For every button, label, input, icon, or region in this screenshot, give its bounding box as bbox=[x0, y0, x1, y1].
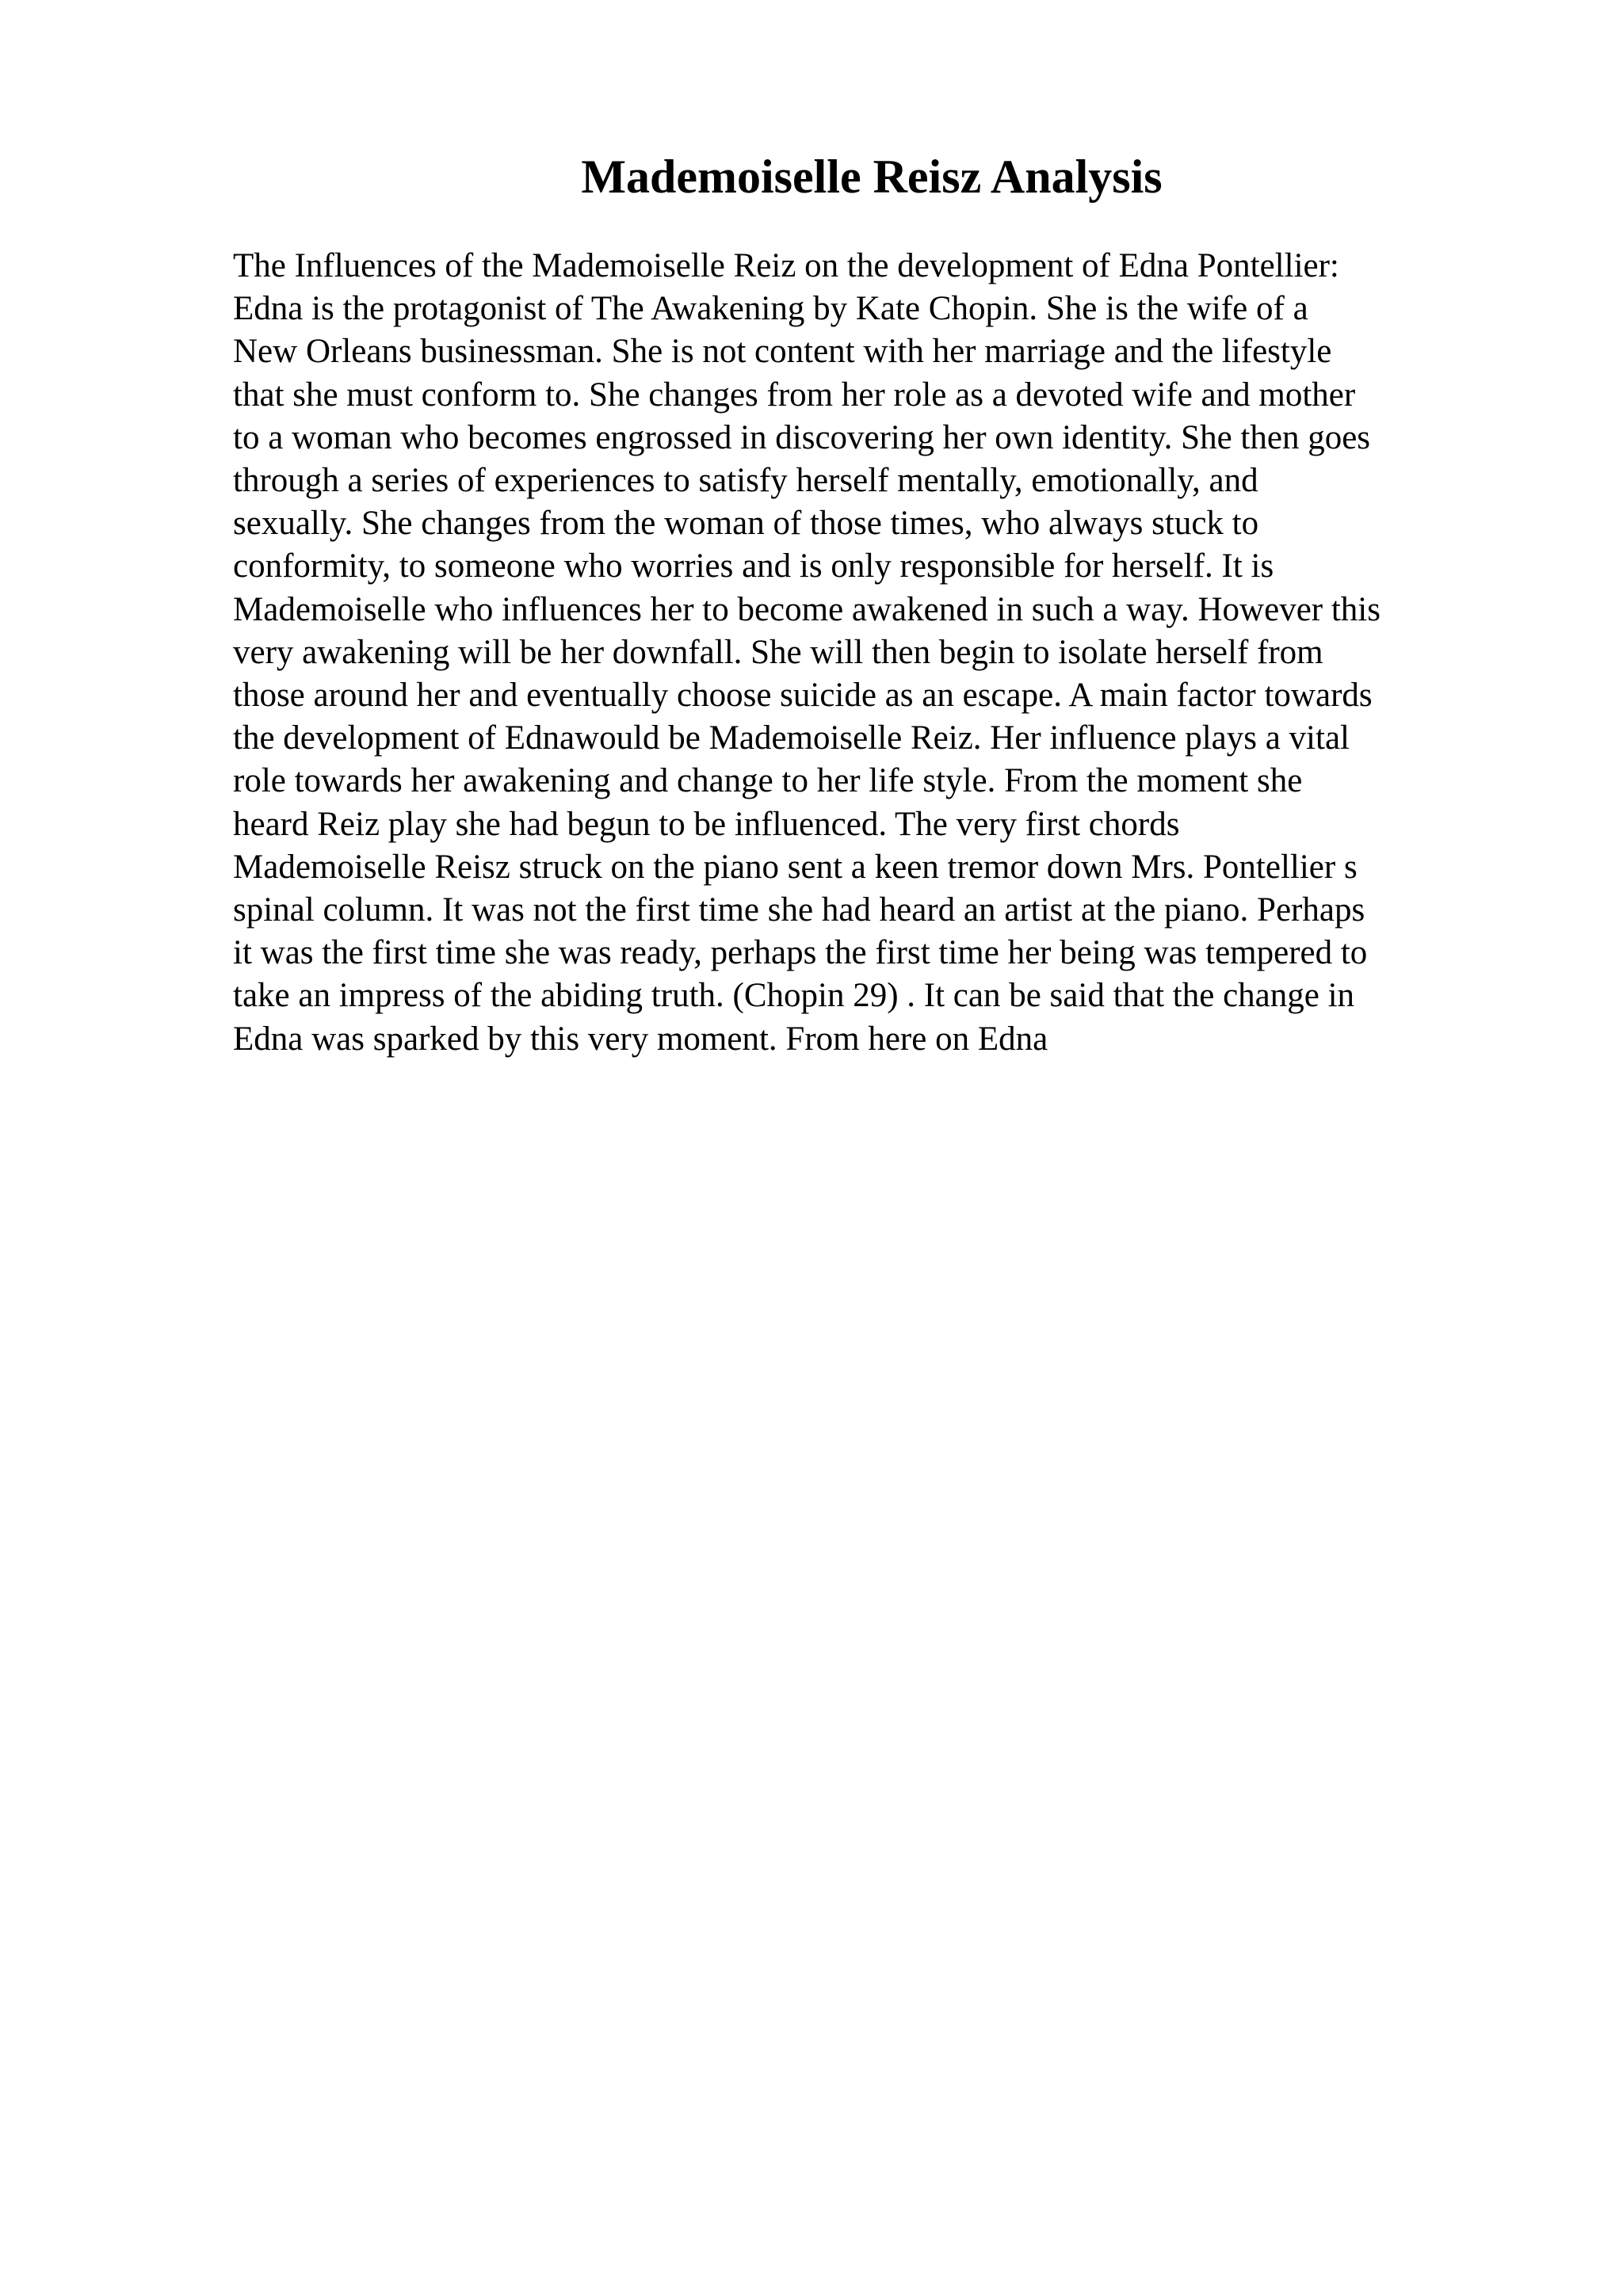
text-line: role towards her awakening and change to her life style. From the moment she bbox=[233, 762, 1303, 800]
text-line: the development of Ednawould be Mademoiselle Reiz. Her influence plays a vital bbox=[233, 719, 1350, 757]
text-line: it was the first time she was ready, perhaps the first time her being was tempered to bbox=[233, 934, 1368, 972]
text-line: sexually. She changes from the woman of those times, who always stuck to bbox=[233, 505, 1259, 543]
text-line: heard Reiz play she had begun to be influenced. The very first chords bbox=[233, 805, 1180, 843]
text-line: The Influences of the Mademoiselle Reiz on the development of Edna Pontellier: bbox=[233, 247, 1339, 284]
text-line: to a woman who becomes engrossed in discovering her own identity. She then goes bbox=[233, 418, 1371, 456]
text-line: Edna was sparked by this very moment. From here on Edna bbox=[233, 1020, 1048, 1058]
body-paragraph bbox=[233, 245, 1501, 1061]
text-line: Mademoiselle who influences her to become awakened in such a way. However this bbox=[233, 590, 1381, 628]
text-line: that she must conform to. She changes from her role as a devoted wife and mother bbox=[233, 376, 1356, 414]
text-line: spinal column. It was not the first time she had heard an artist at the piano. Perhaps bbox=[233, 891, 1365, 929]
text-line: through a series of experiences to satisfy herself mentally, emotionally, and bbox=[233, 462, 1258, 500]
text-line: conformity, to someone who worries and is only responsible for herself. It is bbox=[233, 547, 1274, 585]
page-title: Mademoiselle Reisz Analysis bbox=[581, 151, 1163, 203]
text-line: very awakening will be her downfall. She will then begin to isolate herself from bbox=[233, 633, 1323, 671]
text-line: take an impress of the abiding truth. (Chopin 29) . It can be said that the change in bbox=[233, 977, 1355, 1015]
text-line: those around her and eventually choose suicide as an escape. A main factor towards bbox=[233, 677, 1373, 715]
text-line: Edna is the protagonist of The Awakening by Kate Chopin. She is the wife of a bbox=[233, 290, 1308, 328]
text-line: New Orleans businessman. She is not content with her marriage and the lifestyle bbox=[233, 333, 1332, 371]
text-line: Mademoiselle Reisz struck on the piano sent a keen tremor down Mrs. Pontellier s bbox=[233, 848, 1358, 886]
